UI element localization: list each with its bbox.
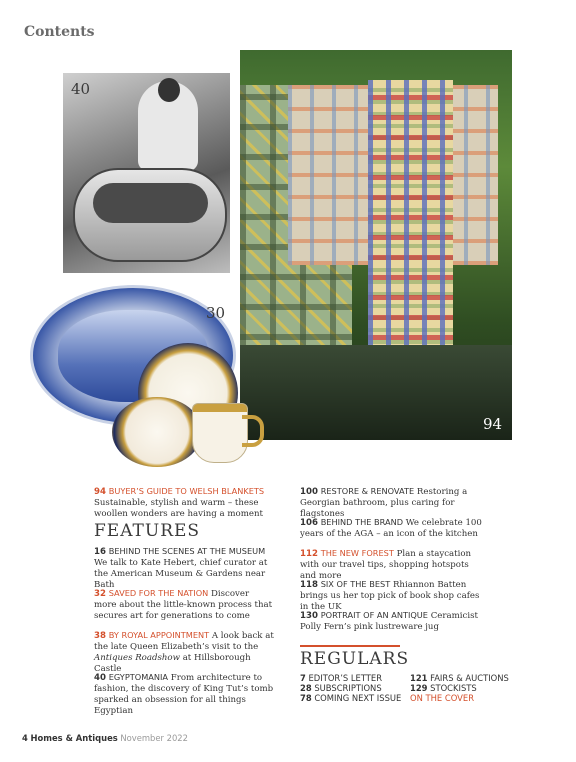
entry-description: Discover more about the little-known process that secures art for generations to come: [94, 589, 273, 621]
entry-description: We talk to Kate Hebert, chief curator at the American Museum & Gardens near Bath: [94, 558, 268, 590]
entry-heading: BEHIND THE BRAND: [320, 517, 404, 527]
egyptomania-page-number: 40: [71, 80, 91, 98]
entry-welsh-blankets[interactable]: [94, 486, 274, 520]
regular-number: 129: [410, 683, 428, 693]
footer-date: November 2022: [120, 733, 188, 743]
entry-description: Rhiannon Batten brings us her top pick of book shop cafes in the UK: [300, 580, 480, 612]
entry-saved-for-nation[interactable]: [94, 588, 274, 622]
footer-magazine-name: Homes & Antiques: [30, 733, 118, 743]
entry-heading: RESTORE & RENOVATE: [320, 486, 415, 496]
archaeologist-head: [158, 78, 180, 102]
welsh-blankets-photo: [240, 50, 512, 440]
entry-heading: BY ROYAL APPOINTMENT: [108, 630, 210, 640]
blankets-page-number: 94: [483, 415, 503, 433]
entry-number: 106: [300, 518, 318, 528]
features-heading: FEATURES: [94, 521, 201, 541]
entry-royal-appointment[interactable]: [94, 630, 274, 675]
china-page-number: 30: [206, 304, 226, 322]
entry-museum[interactable]: [94, 546, 274, 591]
entry-description: Ceramicist Polly Fern’s pink lustreware jug: [300, 611, 478, 632]
regular-item[interactable]: [300, 673, 410, 683]
china-photo: [30, 285, 276, 465]
footer-page-number: 4: [22, 733, 28, 743]
entry-portrait-antique[interactable]: [300, 610, 485, 633]
regular-number: 78: [300, 693, 312, 703]
regular-label: FAIRS & AUCTIONS: [430, 673, 509, 683]
entry-number: 100: [300, 487, 318, 497]
page-title: Contents: [24, 24, 95, 40]
entry-number: 32: [94, 589, 106, 599]
regular-number: 121: [410, 673, 428, 683]
regular-item[interactable]: [410, 693, 520, 703]
regular-number: 7: [300, 673, 306, 683]
regular-item[interactable]: [300, 683, 410, 693]
entry-number: 130: [300, 611, 318, 621]
regular-label: COMING NEXT ISSUE: [314, 693, 402, 703]
entry-heading: BEHIND THE SCENES AT THE MUSEUM: [108, 546, 266, 556]
regular-label: EDITOR’S LETTER: [308, 673, 383, 683]
entry-heading: EGYPTOMANIA: [108, 672, 169, 682]
egyptomania-photo: [63, 73, 230, 273]
entry-heading: BUYER’S GUIDE TO WELSH BLANKETS: [108, 486, 265, 496]
regular-number: 28: [300, 683, 312, 693]
entry-behind-the-brand[interactable]: [300, 517, 485, 540]
entry-new-forest[interactable]: [300, 548, 485, 582]
entry-description: Restoring a Georgian bathroom, plus caring for flagstones: [300, 487, 468, 519]
entry-heading: PORTRAIT OF AN ANTIQUE: [320, 610, 428, 620]
regulars-left-list: [300, 673, 410, 703]
entry-heading: THE NEW FOREST: [320, 548, 394, 558]
entry-description-tail: at Hillsborough Castle: [94, 653, 251, 674]
regulars-right-list: [410, 673, 520, 703]
regulars-divider: [300, 645, 400, 647]
regular-label: ON THE COVER: [410, 693, 475, 703]
entry-number: 40: [94, 673, 106, 683]
entry-number: 112: [300, 549, 318, 559]
entry-heading: SIX OF THE BEST: [320, 579, 391, 589]
entry-restore-renovate[interactable]: [300, 486, 485, 520]
entry-description: We celebrate 100 years of the AGA – an icon of the kitchen: [300, 518, 482, 539]
entry-description: A look back at the late Queen Elizabeth’s visit to the: [94, 631, 274, 652]
entry-egyptomania[interactable]: [94, 672, 274, 717]
entry-description: From architecture to fashion, the discovery of King Tut’s tomb sparked an obsession for all things Egyptian: [94, 673, 274, 716]
entry-number: 16: [94, 547, 106, 557]
regular-item[interactable]: [410, 683, 520, 693]
pond-reflection: [240, 345, 512, 440]
entry-description: Sustainable, stylish and warm – these woollen wonders are having a moment: [94, 498, 263, 519]
entry-description-italic: Antiques Roadshow: [94, 653, 180, 663]
page-footer: [22, 733, 188, 743]
regular-item[interactable]: [300, 693, 410, 703]
teacup-handle: [242, 415, 264, 447]
entry-number: 94: [94, 487, 106, 497]
floral-saucer: [112, 397, 202, 467]
regulars-heading: REGULARS: [300, 649, 410, 669]
entry-six-of-the-best[interactable]: [300, 579, 485, 613]
entry-number: 38: [94, 631, 106, 641]
entry-heading: SAVED FOR THE NATION: [108, 588, 209, 598]
regular-label: STOCKISTS: [430, 683, 477, 693]
regular-label: SUBSCRIPTIONS: [314, 683, 382, 693]
entry-description: Plan a staycation with our travel tips, shopping hotspots and more: [300, 549, 472, 581]
teacup: [192, 403, 248, 463]
regular-item[interactable]: [410, 673, 520, 683]
entry-number: 118: [300, 580, 318, 590]
mummy-shape: [93, 183, 208, 223]
